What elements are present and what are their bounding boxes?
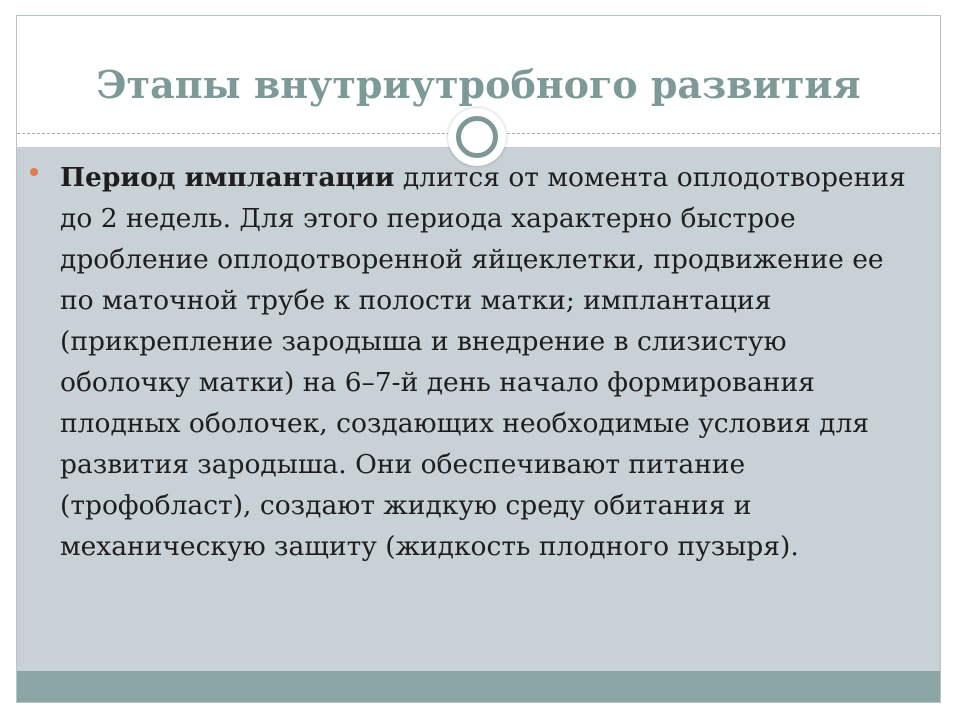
ornament-ring [456,116,498,158]
bullet-dot-icon [30,168,38,176]
slide-title: Этапы внутриутробного развития [96,62,861,107]
bullet-paragraph [60,157,915,567]
bullet-lead: Период имплантации [60,162,395,193]
bullet-text: длится от момента оплодотворения до 2 недель. Для этого периода характерно быстрое дробление оплодотворенной яйцеклетки, продвижение ее по маточной трубе к полости матки; имплантация (прикрепление зародыша и внедрение в слизистую оболочку матки) на 6–7-й день начало формирования плодных оболочек, создающих необходимые условия для развития зародыша. Они обеспечивают питание (трофобласт), создают жидкую среду обитания и механическую защиту (жидкость плодного пузыря). [60,162,906,562]
footer-band [17,671,940,702]
